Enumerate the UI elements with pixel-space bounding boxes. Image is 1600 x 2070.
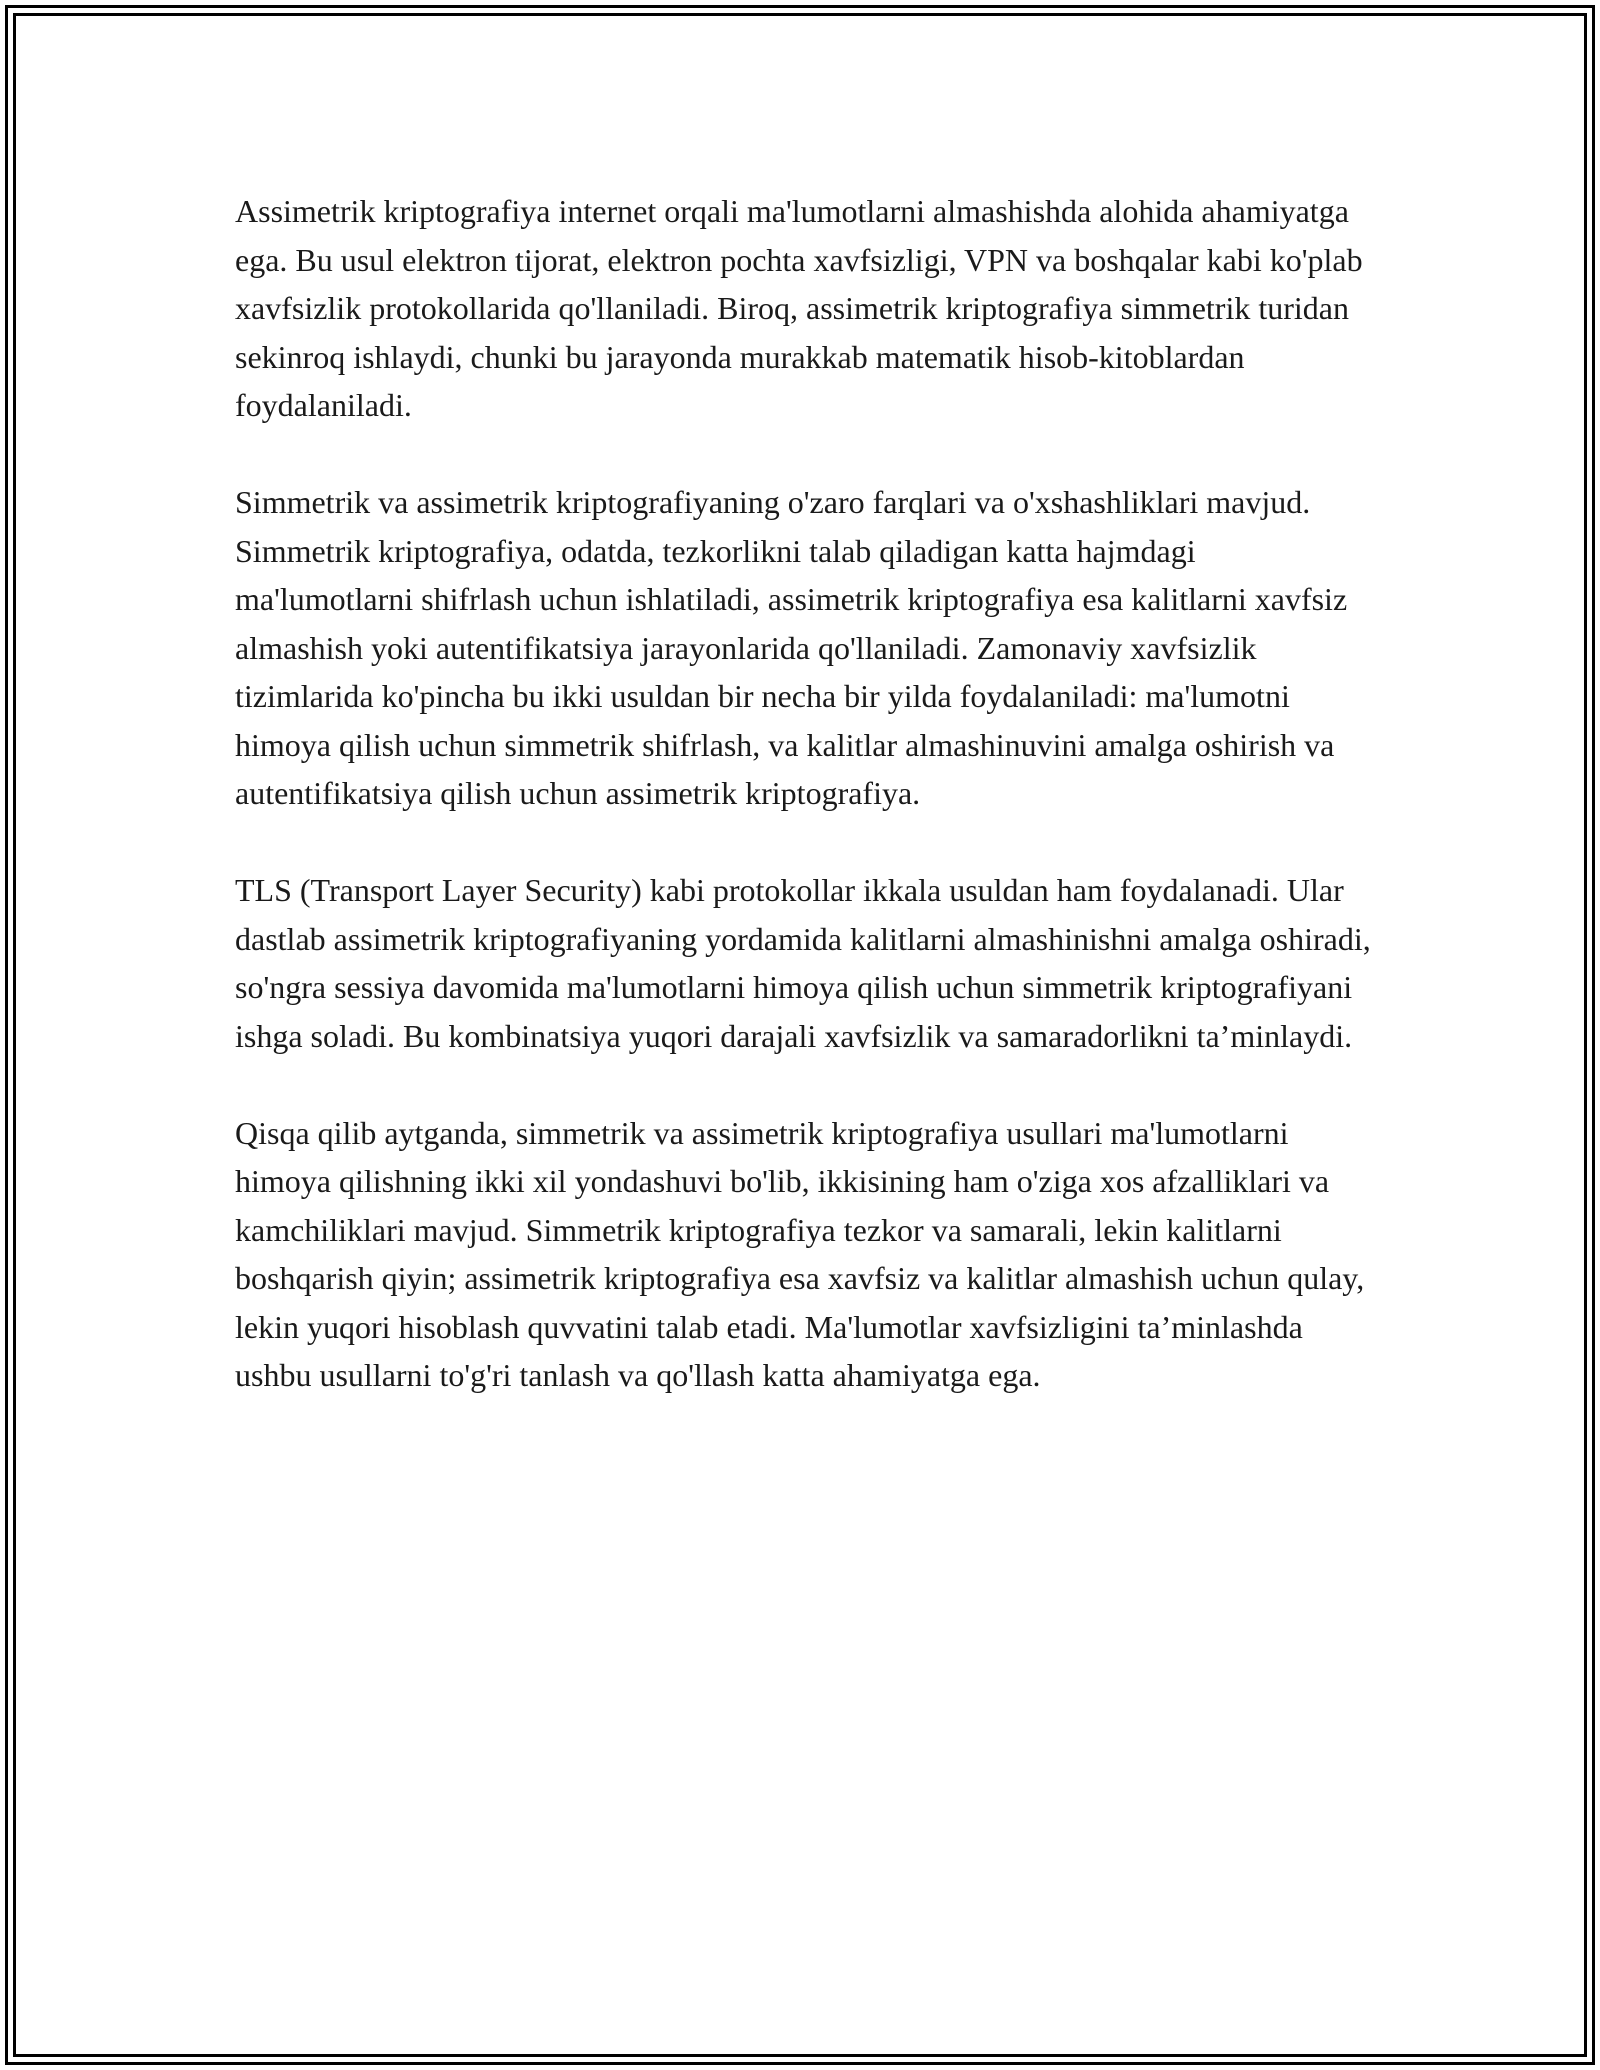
- paragraph-3: TLS (Transport Layer Security) kabi protokollar ikkala usuldan ham foydalanadi. Ular dastlab assimetrik kriptografiyaning yordamida kalitlarni almashinishni amalga oshiradi, so'ngra sessiya davomida ma'lumotlarni himoya qilish uchun simmetrik kriptografiyani ishga soladi. Bu kombinatsiya yuqori darajali xavfsizlik va samaradorlikni ta’minlaydi.: [235, 872, 1371, 1054]
- paragraph-1: Assimetrik kriptografiya internet orqali ma'lumotlarni almashishda alohida ahamiyatga ega. Bu usul elektron tijorat, elektron pochta xavfsizligi, VPN va boshqalar kabi ko'plab xavfsizlik protokollarida qo'llaniladi. Biroq, assimetrik kriptografiya simmetrik turidan sekinroq ishlaydi, chunki bu jarayonda murakkab matematik hisob-kitoblardan foydalaniladi.: [235, 193, 1363, 423]
- paragraph-2: Simmetrik va assimetrik kriptografiyaning o'zaro farqlari va o'xshashliklari mavjud. Simmetrik kriptografiya, odatda, tezkorlikni talab qiladigan katta hajmdagi ma'lumotlarni shifrlash uchun ishlatiladi, assimetrik kriptografiya esa kalitlarni xavfsiz almashish yoki autentifikatsiya jarayonlarida qo'llaniladi. Zamonaviy xavfsizlik tizimlarida ko'pincha bu ikki usuldan bir necha bir yilda foydalaniladi: ma'lumotni himoya qilish uchun simmetrik shifrlash, va kalitlar almashinuvini amalga oshirish va autentifikatsiya qilish uchun assimetrik kriptografiya.: [235, 484, 1348, 811]
- document-body: [235, 187, 1375, 1448]
- paragraph-4: Qisqa qilib aytganda, simmetrik va assimetrik kriptografiya usullari ma'lumotlarni himoya qilishning ikki xil yondashuvi bo'lib, ikkisining ham o'ziga xos afzalliklari va kamchiliklari mavjud. Simmetrik kriptografiya tezkor va samarali, lekin kalitlarni boshqarish qiyin; assimetrik kriptografiya esa xavfsiz va kalitlar almashish uchun qulay, lekin yuqori hisoblash quvvatini talab etadi. Ma'lumotlar xavfsizligini ta’minlashda ushbu usullarni to'g'ri tanlash va qo'llash katta ahamiyatga ega.: [235, 1114, 1365, 1393]
